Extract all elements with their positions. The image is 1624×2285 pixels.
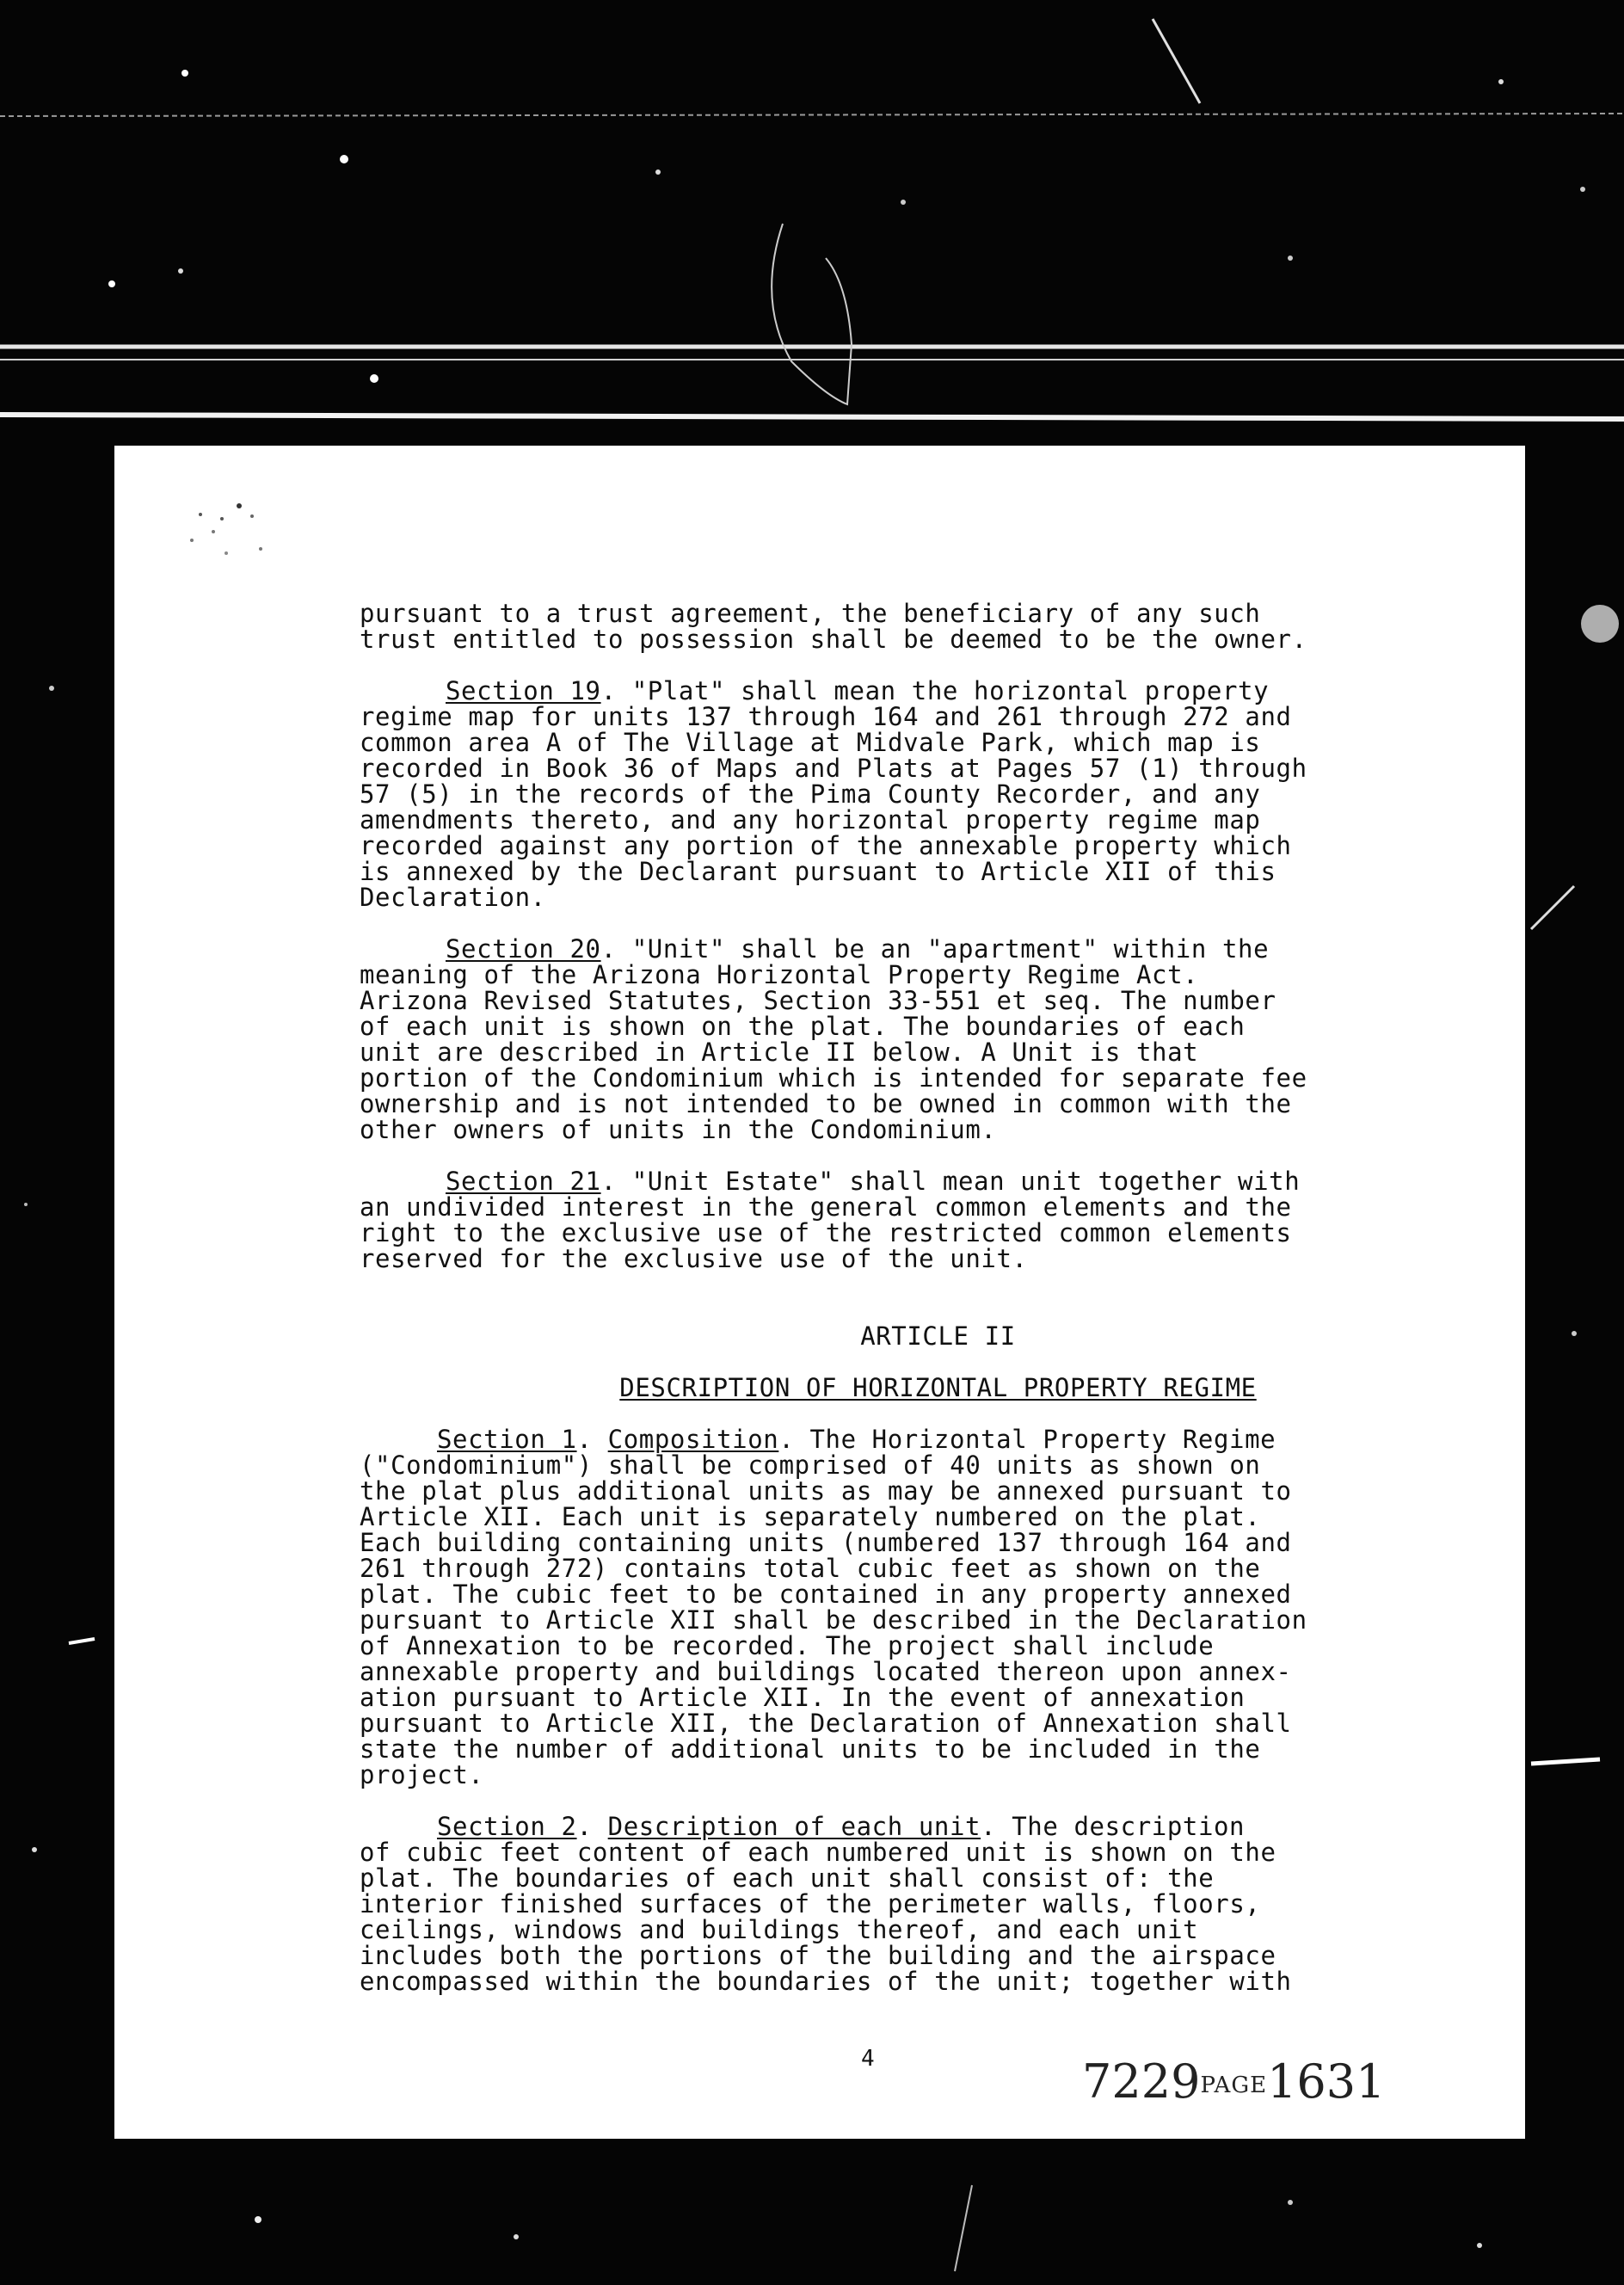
paragraph-section-20 (360, 936, 1516, 1142)
scan-scratch-1 (1153, 19, 1200, 103)
section-19-text: . "Plat" shall mean the horizontal property regime map for units 137 through 164 and 261 through 272 and common area A of The Village at Midvale Park, which map is recorded in Book 36 of Maps and Plats at Pages 57 (1) through 57 (5) in the records of the Pima County Recorder, and any amendments thereto, and any horizontal property regime map recorded against any portion of the annexable property which is annexed by the Declarant pursuant to Article XII of this Declaration. (360, 676, 1307, 912)
scan-line-1 (0, 114, 1624, 116)
scan-scratch-6 (955, 2185, 972, 2271)
recording-number-end: 1631 (1267, 2054, 1386, 2109)
recording-number (1082, 2054, 1386, 2109)
article2-section-2-label: Section 2 (437, 1812, 577, 1841)
paragraph-section-21 (360, 1168, 1516, 1272)
article2-section-1-label: Section 1 (437, 1425, 577, 1454)
paragraph-article2-section-2: Section 2. Description of each unit. The description of cubic feet content of each numbered unit is shown on the plat. The boundaries of each unit shall consist of: the interior finished surfaces of the perimeter walls, floors, ceilings, windows and buildings thereof, and each unit includes both the portions of the building and the airspace encompassed within the boundaries of the unit; together with (360, 1812, 1292, 1996)
document-page (114, 446, 1525, 2139)
scan-scratch-2 (772, 224, 852, 404)
scan-scratch-4 (1531, 1759, 1600, 1764)
paragraph-article2-section-1: Section 1. Composition. The Horizontal Property Regime ("Condominium") shall be comprised of 40 units as shown on the plat plus additional units as may be annexed pursuant to Article XII. Each unit is separately numbered on the plat. Each building containing units (numbered 137 through 164 and 261 through 272) contains total cubic feet as shown on the plat. The cubic feet to be contained in any property annexed pursuant to Article XII shall be described in the Declaration of Annexation to be recorded. The project shall include annexable property and buildings located thereon upon annex- ation pursuant to Article XII. In the event of annexation pursuant to Article XII, the Declaration of Annexation shall state the number of additional units to be included in the project. (360, 1425, 1307, 1789)
page-number: 4 (861, 2046, 875, 2072)
section-21-text: . "Unit Estate" shall mean unit together with an undivided interest in the general common elements and the right to the exclusive use of the restricted common elements reserved for the exclusive use of the unit. (360, 1167, 1301, 1273)
section-20-label: Section 20 (446, 934, 601, 964)
article2-section-1-text: . The Horizontal Property Regime ("Condominium") shall be comprised of 40 units as shown on the plat plus additional units as may be annexed pursuant to Article XII. Each unit is separately numbered on the plat. Each building containing units (numbered 137 through 164 and 261 through 272) contains total cubic feet as shown on the plat. The cubic feet to be contained in any property annexed pursuant to Article XII shall be described in the Declaration of Annexation to be recorded. The project shall include annexable property and buildings located thereon upon annex- ation pursuant to Article XII. In the event of annexation pursuant to Article XII, the Declaration of Annexation shall state the number of additional units to be included in the project. (360, 1425, 1307, 1789)
article-heading: ARTICLE II (860, 1321, 1016, 1351)
section-20-text: . "Unit" shall be an "apartment" within the meaning of the Arizona Horizontal Property Regime Act. Arizona Revised Statutes, Section 33-551 et seq. The number of each unit is shown on the plat. The boundaries of each unit are described in Article II below. A Unit is that portion of the Condominium which is intended for separate fee ownership and is not intended to be owned in common with the other owners of units in the Condominium. (360, 934, 1307, 1144)
scan-line-4 (0, 415, 1624, 419)
scan-scratch-3 (1531, 886, 1574, 929)
recording-number-mid: PAGE (1200, 2073, 1268, 2098)
article-title: DESCRIPTION OF HORIZONTAL PROPERTY REGIME (619, 1373, 1257, 1402)
section-19-label: Section 19 (446, 676, 601, 705)
recording-number-main: 7229 (1082, 2054, 1201, 2109)
document-body (360, 601, 1516, 2020)
paragraph-section-19 (360, 678, 1516, 910)
section-21-label: Section 21 (446, 1167, 601, 1196)
article2-section-2-title: Description of each unit (607, 1812, 981, 1841)
article2-section-1-title: Composition (607, 1425, 779, 1454)
page-speckle (175, 480, 278, 566)
paragraph-trust-owner: pursuant to a trust agreement, the beneficiary of any such trust entitled to possession shall be deemed to be the owner. (360, 599, 1307, 654)
article2-section-2-text: . The description of cubic feet content of each numbered unit is shown on the plat. The boundaries of each unit shall consist of: the interior finished surfaces of the perimeter walls, floors, ceilings, windows and buildings thereof, and each unit includes both the portions of the building and the airspace encompassed within the boundaries of the unit; together with (360, 1812, 1292, 1996)
article-title-wrap (360, 1375, 1516, 1401)
scan-scratch-5 (69, 1639, 95, 1643)
